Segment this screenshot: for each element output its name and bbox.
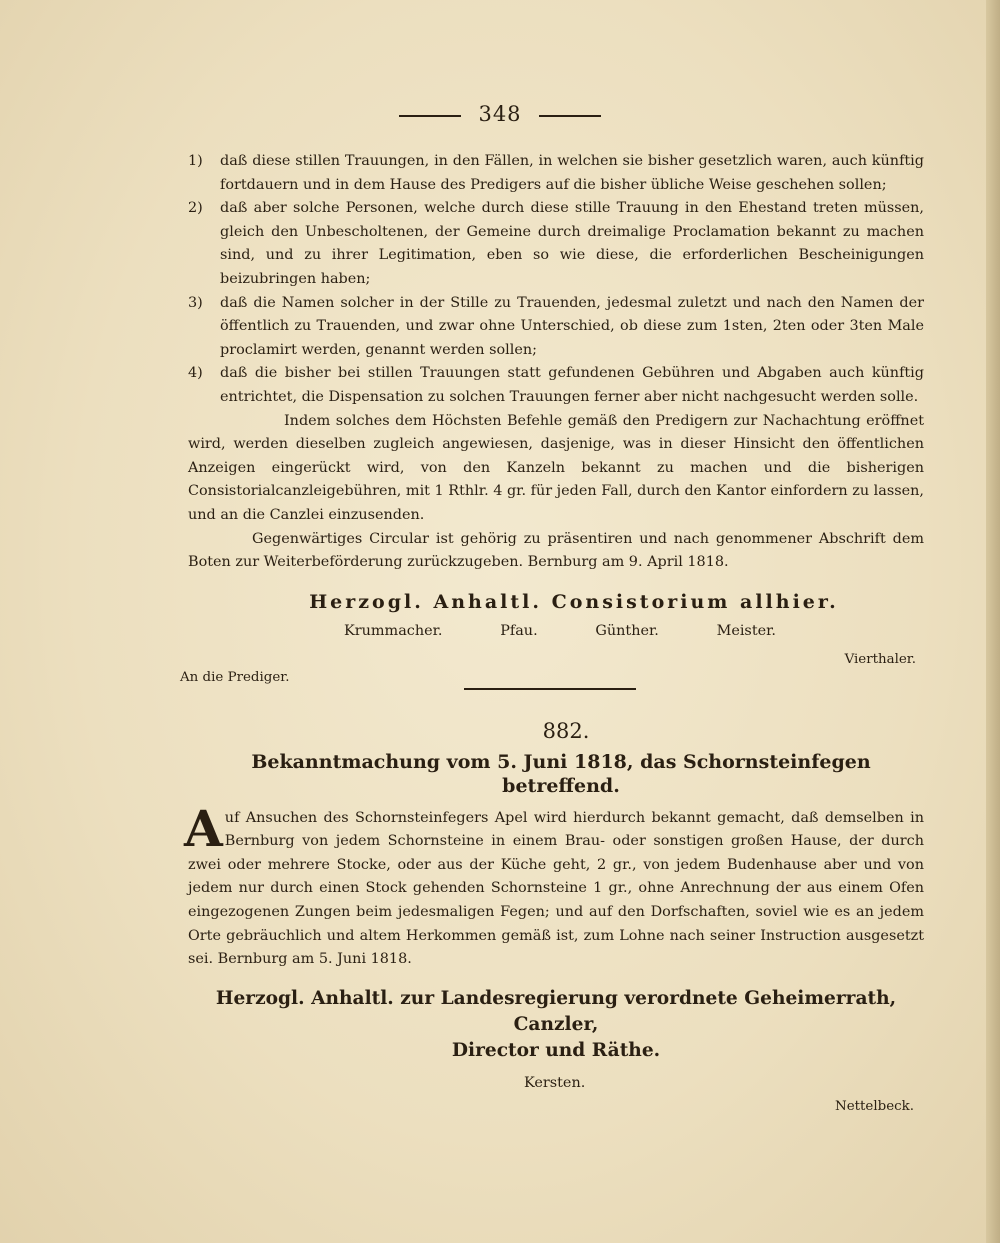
item-text: daß die Namen solcher in der Stille zu Trauenden, jedesmal zuletzt und nach den Namen der öffentlich zu Trauenden, und zwar ohne Unterschied, ob diese zum 1sten, 2ten oder 3ten Male proclamirt werden, genannt werden sollen;	[220, 294, 924, 358]
signatory-name: Krummacher.	[344, 623, 443, 640]
notice-number: 882.	[542, 718, 590, 743]
addressee-row	[180, 651, 924, 688]
government-line: Director und Räthe.	[451, 1039, 661, 1061]
signatory-name: Pfau.	[500, 623, 538, 640]
list-item	[188, 197, 924, 291]
government-signature	[188, 986, 924, 1064]
item-number: 4)	[188, 365, 203, 382]
drop-cap: A	[184, 798, 223, 858]
item-text: daß diese stillen Trauungen, in den Fällen, in welchen sie bisher gesetzlich waren, auch künftig fortdauern und in dem Hause des Predigers auf die bisher übliche Weise geschehen sollen;	[220, 153, 924, 193]
page-content	[180, 150, 924, 1119]
item-number: 3)	[188, 294, 203, 311]
page-number: 348	[478, 102, 522, 126]
list-item	[188, 150, 924, 197]
list-item	[188, 292, 924, 363]
signatory-name: Vierthaler.	[844, 651, 916, 667]
page-edge	[986, 0, 1000, 1243]
paragraph-instruction: Indem solches dem Höchsten Befehle gemäß den Predigern zur Nachachtung eröffnet wird, werden dieselben zugleich angewiesen, dasjenige, was in dieser Hinsicht den öffentlichen Anzeigen eingerückt wird, von den Kanzeln bekannt zu machen und die bisherigen Consistorialcanzleigebühren, mit 1 Rthlr. 4 gr. für jeden Fall, durch den Kantor einfordern zu lassen, und an die Canzlei einzusenden.	[188, 412, 924, 523]
paragraph-circular: Gegenwärtiges Circular ist gehörig zu präsentiren und nach genommener Abschrift dem Boten zur Weiterbeförderung zurückzugeben. Bernburg am 9. April 1818.	[188, 530, 924, 571]
signatory-name: Günther.	[595, 623, 659, 640]
header-rule-left	[399, 115, 461, 117]
signer-kersten: Kersten.	[524, 1074, 586, 1091]
signatory-name: Meister.	[716, 623, 776, 640]
notice-body	[184, 798, 924, 972]
page-header	[0, 102, 1000, 126]
item-text: daß die bisher bei stillen Trauungen statt gefundenen Gebühren und Abgaben auch künftig entrichtet, die Dispensation zu solchen Trauungen ferner aber nicht nachgesucht werden solle.	[220, 365, 924, 405]
item-number: 2)	[188, 200, 203, 217]
signer-nettelbeck: Nettelbeck.	[835, 1099, 914, 1115]
item-number: 1)	[188, 153, 203, 169]
notice-title: Bekanntmachung vom 5. Juni 1818, das Schornsteinfegen betreffend.	[251, 751, 871, 798]
consistorium-signature: Herzogl. Anhaltl. Consistorium allhier.	[309, 590, 839, 613]
addressee: An die Prediger.	[180, 669, 290, 685]
notice-body-text: uf Ansuchen des Schornsteinfegers Apel wird hierdurch bekannt gemacht, daß demselben in Bernburg von jedem Schornsteine in einem Brau- oder sonstigen großen Hause, der durch zwei oder mehrere Stocke, oder aus der Küche geht, 2 gr., von jedem Budenhause aber und von jedem nur durch einen Stock gehenden Schornsteine 1 gr., ohne Anrechnung der aus einem Ofen eingezogenen Zungen beim jedesmaligen Fegen; und auf den Dorfschaften, soviel wie es an jedem Orte gebräuchlich und altem Herkommen gemäß ist, zum Lohne nach seiner Instruction ausgesetzt sei. Bernburg am 5. Juni 1818.	[188, 809, 924, 968]
item-text: daß aber solche Personen, welche durch diese stille Trauung in den Ehestand treten müssen, gleich den Unbescholtenen, der Gemeine durch dreimalige Proclamation bekannt zu machen sind, und zu ihrer Legitimation, eben so wie diese, die erforderlichen Bescheinigungen beizubringen haben;	[220, 200, 924, 287]
section-divider	[464, 688, 636, 690]
government-line: Herzogl. Anhaltl. zur Landesregierung verordnete Geheimerrath, Canzler,	[215, 987, 897, 1035]
list-item	[188, 362, 924, 409]
signatory-names	[188, 620, 924, 644]
header-rule-right	[539, 115, 601, 117]
